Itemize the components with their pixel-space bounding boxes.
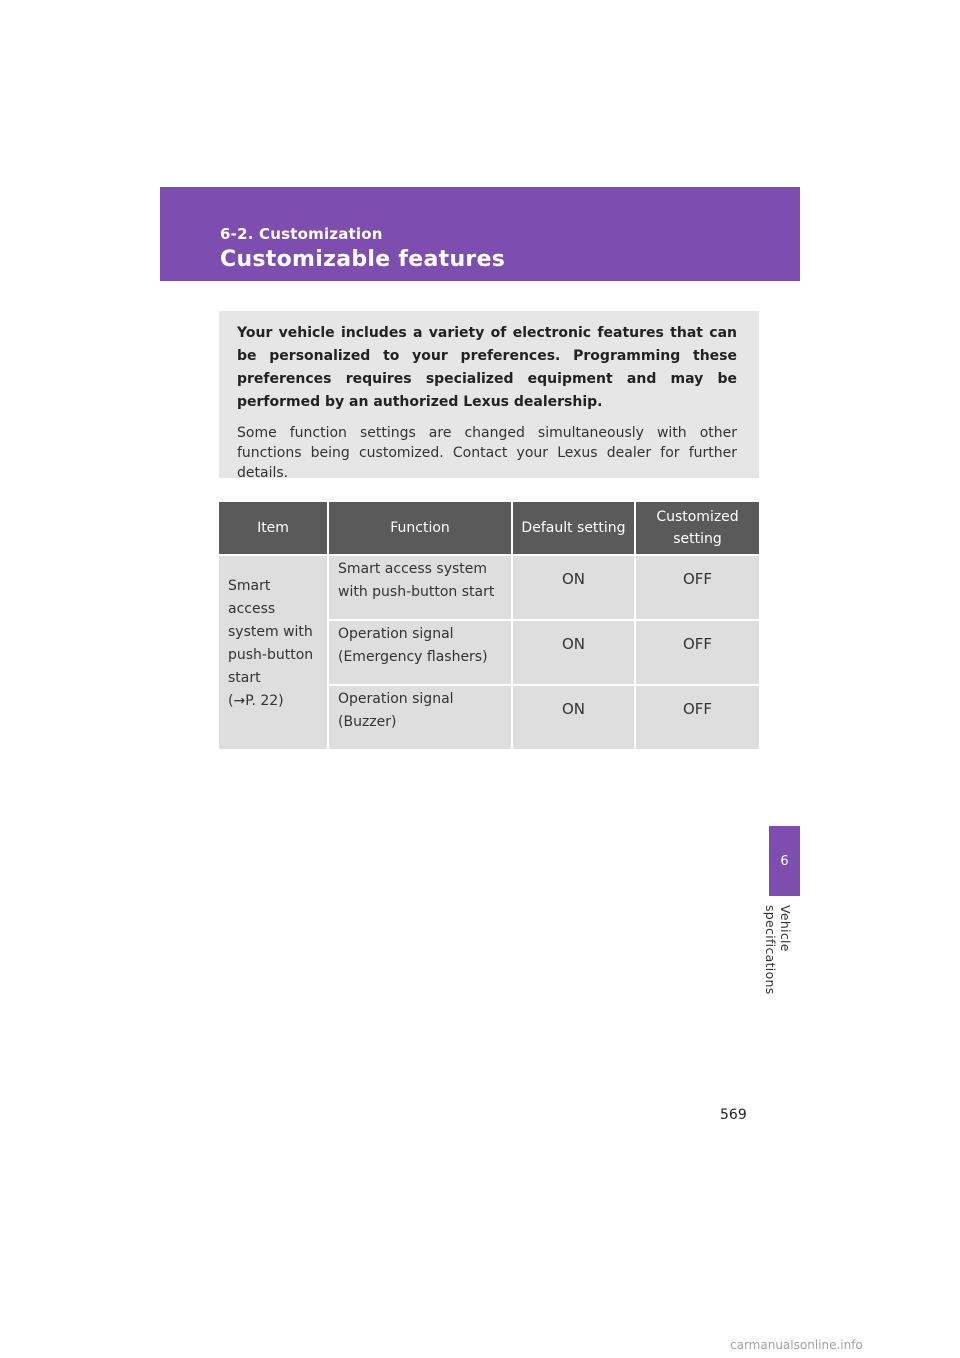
customized-setting-cell: OFF	[635, 620, 759, 685]
header-band	[160, 187, 800, 281]
header-customized-setting: Customized setting	[635, 502, 759, 555]
table-row	[219, 555, 759, 620]
default-setting-cell: ON	[512, 685, 635, 749]
intro-bold-paragraph: Your vehicle includes a variety of electronic features that can be personalized to your preferences. Programming these preferences requires specialized equipment and may be performed by an authorized Lexus dealership.	[237, 325, 737, 410]
header-item: Item	[219, 502, 328, 555]
item-line: push-button	[228, 647, 314, 663]
watermark: carmanualsonline.info	[730, 1338, 863, 1352]
item-line: system with	[228, 624, 313, 640]
item-line: Smart access	[228, 578, 276, 617]
item-line: start	[228, 670, 261, 686]
function-cell: Operation signal (Emergency flashers)	[328, 620, 512, 685]
page-title: Customizable features	[220, 247, 506, 272]
default-setting-cell: ON	[512, 620, 635, 685]
item-cell-smart-access	[219, 555, 328, 749]
page-reference: (→P. 22)	[228, 693, 284, 709]
header-function: Function	[328, 502, 512, 555]
default-setting-cell: ON	[512, 555, 635, 620]
function-cell: Smart access system with push-button start	[328, 555, 512, 620]
customized-setting-cell: OFF	[635, 685, 759, 749]
function-cell: Operation signal (Buzzer)	[328, 685, 512, 749]
chapter-tab	[769, 826, 800, 896]
chapter-number: 6	[780, 853, 789, 869]
header-default-setting: Default setting	[512, 502, 635, 555]
page-number: 569	[720, 1107, 747, 1123]
customization-table	[219, 502, 759, 749]
intro-note-paragraph: Some function settings are changed simultaneously with other functions being customized. Contact your Lexus dealer for further details.	[237, 425, 737, 481]
table-header-row	[219, 502, 759, 555]
section-label: 6-2. Customization	[220, 225, 383, 243]
chapter-tab-label: Vehicle specifications	[763, 905, 793, 995]
intro-box	[219, 311, 759, 481]
customized-setting-cell: OFF	[635, 555, 759, 620]
